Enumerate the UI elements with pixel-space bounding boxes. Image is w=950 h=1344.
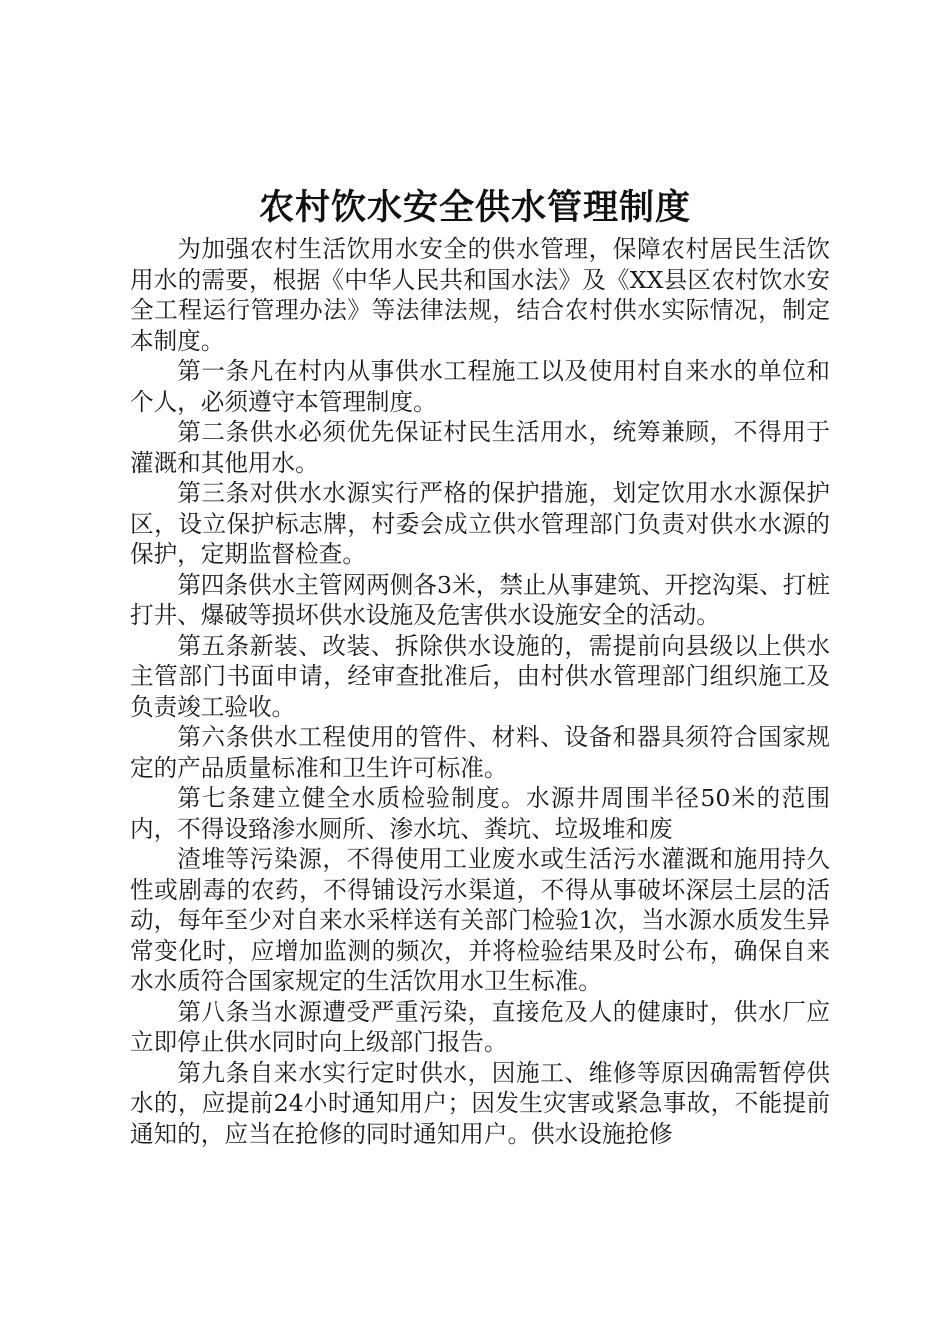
paragraph-article-1: 第一条凡在村内从事供水工程施工以及使用村自来水的单位和个人，必须遵守本管理制度。 (130, 357, 830, 416)
paragraph-article-7-continued: 渣堆等污染源，不得使用工业废水或生活污水灌溉和施用持久性或剧毒的农药，不得铺设污水渠道，不得从事破坏深层土层的活动，每年至少对自来水采样送有关部门检验1次，当水源水质发生异常变化时，应增加监测的频次，并将检验结果及时公布，确保自来水水质符合国家规定的生活饮用水卫生标准。 (130, 845, 830, 995)
paragraph-article-4: 第四条供水主管网两侧各3米，禁止从事建筑、开挖沟渠、打桩打井、爆破等损坏供水设施及危害供水设施安全的活动。 (130, 570, 830, 629)
document-title: 农村饮水安全供水管理制度 (258, 188, 691, 228)
paragraph-article-8: 第八条当水源遭受严重污染，直接危及人的健康时，供水厂应立即停止供水同时向上级部门报告。 (130, 997, 830, 1056)
paragraph-preamble: 为加强农村生活饮用水安全的供水管理，保障农村居民生活饮用水的需要，根据《中华人民共和国水法》及《XX县区农村饮水安全工程运行管理办法》等法律法规，结合农村供水实际情况，制定本制度。 (130, 235, 830, 355)
paragraph-article-2: 第二条供水必须优先保证村民生活用水，统筹兼顾，不得用于灌溉和其他用水。 (130, 418, 830, 477)
paragraph-article-5: 第五条新装、改装、拆除供水设施的，需提前向县级以上供水主管部门书面申请，经审查批准后，由村供水管理部门组织施工及负责竣工验收。 (130, 631, 830, 721)
paragraph-article-7: 第七条建立健全水质检验制度。水源井周围半径50米的范围内，不得设臵渗水厕所、渗水坑、粪坑、垃圾堆和废 (130, 784, 830, 843)
paragraph-article-6: 第六条供水工程使用的管件、材料、设备和器具须符合国家规定的产品质量标准和卫生许可标准。 (130, 723, 830, 782)
paragraph-article-9: 第九条自来水实行定时供水，因施工、维修等原因确需暂停供水的，应提前24小时通知用户；因发生灾害或紧急事故，不能提前通知的，应当在抢修的同时通知用户。供水设施抢修 (130, 1058, 830, 1148)
paragraph-article-3: 第三条对供水水源实行严格的保护措施，划定饮用水水源保护区，设立保护标志牌，村委会成立供水管理部门负责对供水水源的保护，定期监督检查。 (130, 479, 830, 568)
document-body (130, 234, 830, 1149)
